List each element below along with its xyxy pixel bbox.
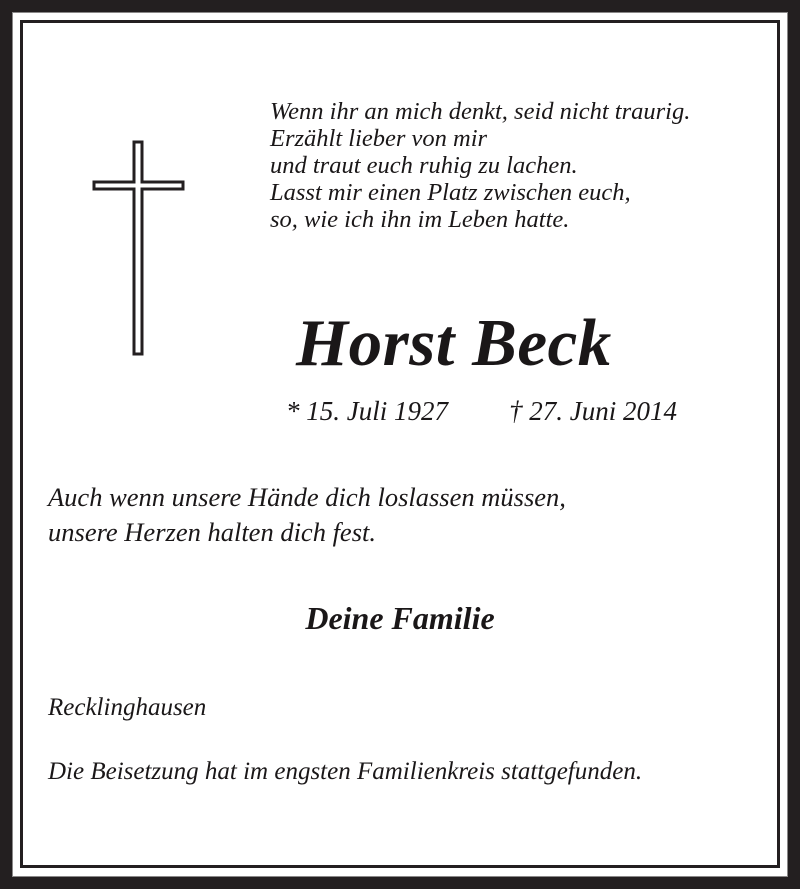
quote-line: unsere Herzen halten dich fest. bbox=[48, 517, 376, 547]
poem bbox=[270, 98, 690, 233]
burial-note: Die Beisetzung hat im engsten Familienkreis stattgefunden. bbox=[48, 758, 643, 785]
cross-icon bbox=[92, 140, 186, 357]
location: Recklinghausen bbox=[48, 694, 207, 721]
signature: Deine Familie bbox=[305, 600, 495, 636]
quote-line: Auch wenn unsere Hände dich loslassen müssen, bbox=[48, 482, 566, 512]
deceased-name: Horst Beck bbox=[296, 306, 612, 380]
birth-date: * 15. Juli 1927 bbox=[286, 396, 448, 426]
poem-line: und traut euch ruhig zu lachen. bbox=[270, 152, 578, 179]
poem-line: Lasst mir einen Platz zwischen euch, bbox=[270, 179, 631, 206]
poem-line: Erzählt lieber von mir bbox=[270, 125, 488, 152]
poem-line: so, wie ich ihn im Leben hatte. bbox=[270, 206, 570, 233]
death-date: † 27. Juni 2014 bbox=[509, 396, 677, 426]
poem-line: Wenn ihr an mich denkt, seid nicht traurig. bbox=[270, 98, 691, 125]
quote bbox=[48, 480, 566, 550]
